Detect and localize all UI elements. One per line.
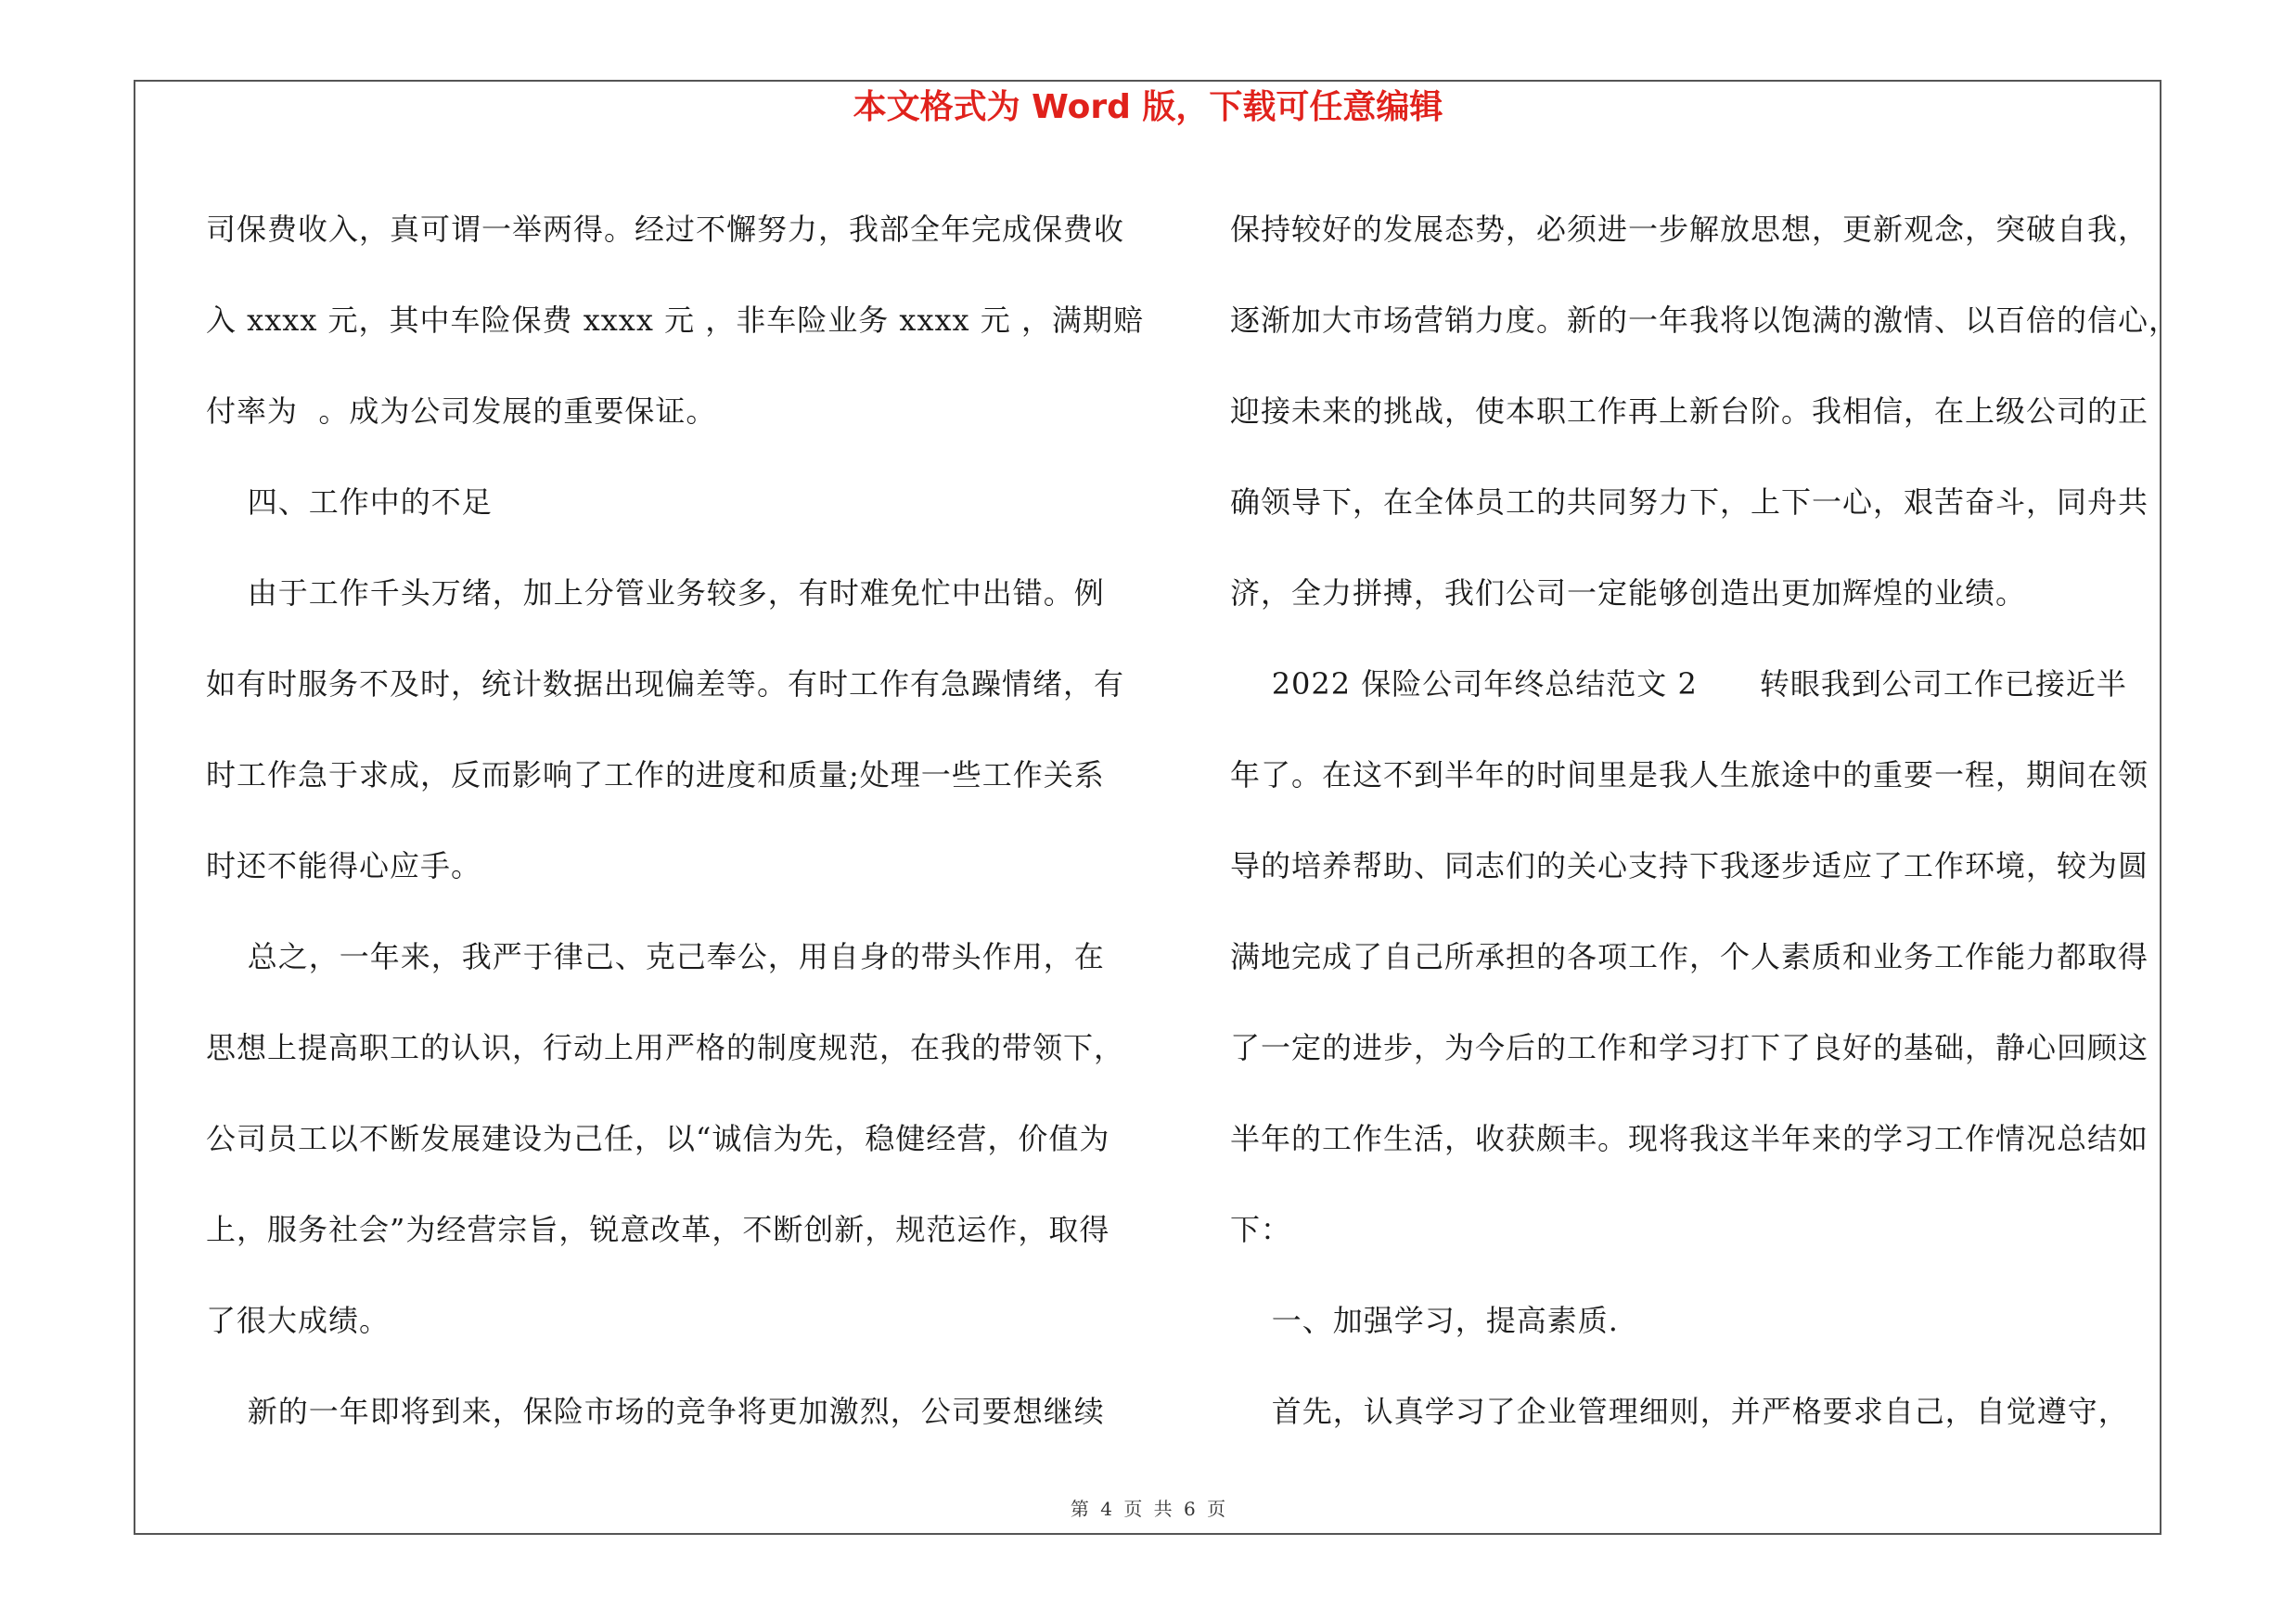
text-line: 时工作急于求成，反而影响了工作的进度和质量;处理一些工作关系 (206, 757, 1105, 792)
text-line: 思想上提高职工的认识，行动上用严格的制度规范，在我的带领下， (206, 1030, 1125, 1065)
text-line: 年了。在这不到半年的时间里是我人生旅途中的重要一程，期间在领 (1230, 757, 2149, 792)
text-line: 由于工作千头万绪，加上分管业务较多，有时难免忙中出错。例 (206, 575, 1105, 611)
text-line: 满地完成了自己所承担的各项工作，个人素质和业务工作能力都取得 (1230, 939, 2149, 974)
text-line: 公司员工以不断发展建设为己任，以“诚信为先，稳健经营，价值为 (206, 1121, 1110, 1156)
text-line: 逐渐加大市场营销力度。新的一年我将以饱满的激情、以百倍的信心， (1230, 303, 2180, 338)
text-line: 济，全力拼搏，我们公司一定能够创造出更加辉煌的业绩。 (1230, 575, 2027, 611)
text-line: 如有时服务不及时，统计数据出现偏差等。有时工作有急躁情绪，有 (206, 666, 1125, 702)
text-line: 四、工作中的不足 (206, 484, 493, 520)
right-text-column (1230, 184, 2180, 1457)
text-line: 下： (1230, 1212, 1292, 1247)
text-line: 时还不能得心应手。 (206, 848, 482, 883)
text-line: 保持较好的发展态势，必须进一步解放思想，更新观念，突破自我， (1230, 212, 2149, 247)
text-line: 入 xxxx 元，其中车险保费 xxxx 元 ，非车险业务 xxxx 元 ，满期赔 (206, 303, 1144, 338)
text-line: 司保费收入，真可谓一举两得。经过不懈努力，我部全年完成保费收 (206, 212, 1125, 247)
format-banner: 本文格式为 Word 版，下载可任意编辑 (853, 88, 1443, 126)
text-line: 2022 保险公司年终总结范文 2 转眼我到公司工作已接近半 (1230, 666, 2127, 702)
text-line: 一、加强学习，提高素质. (1230, 1303, 1619, 1338)
text-line: 了很大成绩。 (206, 1303, 391, 1338)
text-line: 上，服务社会”为经营宗旨，锐意改革，不断创新，规范运作，取得 (206, 1212, 1110, 1247)
text-line: 导的培养帮助、同志们的关心支持下我逐步适应了工作环境，较为圆 (1230, 848, 2149, 883)
text-line: 新的一年即将到来，保险市场的竞争将更加激烈，公司要想继续 (206, 1394, 1105, 1429)
left-text-column (206, 184, 1143, 1457)
text-line: 首先，认真学习了企业管理细则，并严格要求自己，自觉遵守， (1230, 1394, 2129, 1429)
page-number-footer: 第 4 页 共 6 页 (1070, 1498, 1226, 1520)
text-line: 半年的工作生活，收获颇丰。现将我这半年来的学习工作情况总结如 (1230, 1121, 2149, 1156)
text-line: 确领导下，在全体员工的共同努力下，上下一心，艰苦奋斗，同舟共 (1230, 484, 2149, 520)
text-line: 了一定的进步，为今后的工作和学习打下了良好的基础，静心回顾这 (1230, 1030, 2149, 1065)
text-line: 迎接未来的挑战，使本职工作再上新台阶。我相信，在上级公司的正 (1230, 393, 2149, 429)
text-line: 付率为 。成为公司发展的重要保证。 (206, 393, 717, 429)
text-line: 总之，一年来，我严于律己、克己奉公，用自身的带头作用，在 (206, 939, 1105, 974)
